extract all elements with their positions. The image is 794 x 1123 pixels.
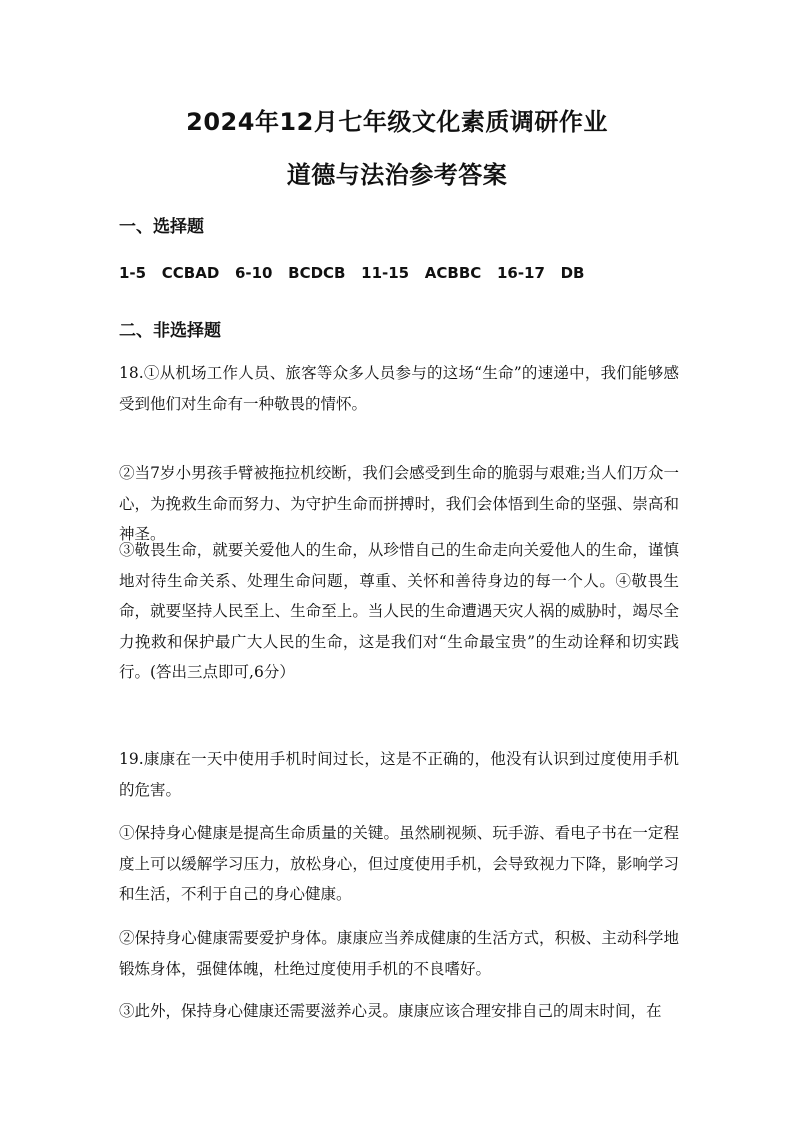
document-title: 2024年12月七年级文化素质调研作业 [186, 108, 608, 136]
q18-point-3-4: ③敬畏生命，就要关爱他人的生命，从珍惜自己的生命走向关爱他人的生命，谨慎地对待生命关系、处理生命问题，尊重、关怀和善待身边的每一个人。④敬畏生命，就要坚持人民至上、生命至上。当人民的生命遭遇天灾人祸的威胁时，竭尽全力挽救和保护最广大人民的生命，这是我们对“生命最宝贵”的生动诠释和切实践行。(答出三点即可,6分） [119, 541, 679, 681]
multiple-choice-answers: 1-5 CCBAD 6-10 BCDCB 11-15 ACBBC 16-17 DB [119, 264, 585, 282]
q18-intro: 18.①从机场工作人员、旅客等众多人员参与的这场“生命”的速递中，我们能够感受到他们对生命有一种敬畏的情怀。 [119, 364, 679, 413]
section-heading-multiple-choice: 一、选择题 [119, 217, 204, 237]
q19-point-3: ③此外，保持身心健康还需要滋养心灵。康康应该合理安排自己的周末时间，在 [119, 1002, 662, 1020]
q19-point-2: ②保持身心健康需要爱护身体。康康应当养成健康的生活方式，积极、主动科学地锻炼身体，强健体魄，杜绝过度使用手机的不良嗜好。 [119, 929, 679, 978]
q19-intro: 19.康康在一天中使用手机时间过长，这是不正确的，他没有认识到过度使用手机的危害。 [119, 750, 679, 799]
section-heading-non-choice: 二、非选择题 [119, 321, 221, 341]
q19-point-1: ①保持身心健康是提高生命质量的关键。虽然刷视频、玩手游、看电子书在一定程度上可以缓解学习压力，放松身心，但过度使用手机，会导致视力下降，影响学习和生活，不利于自己的身心健康。 [119, 824, 679, 903]
document-subtitle: 道德与法治参考答案 [286, 161, 508, 189]
q18-point-2: ②当7岁小男孩手臂被拖拉机绞断，我们会感受到生命的脆弱与艰难;当人们万众一心，为挽救生命而努力、为守护生命而拼搏时，我们会体悟到生命的坚强、崇高和神圣。 [119, 464, 679, 543]
